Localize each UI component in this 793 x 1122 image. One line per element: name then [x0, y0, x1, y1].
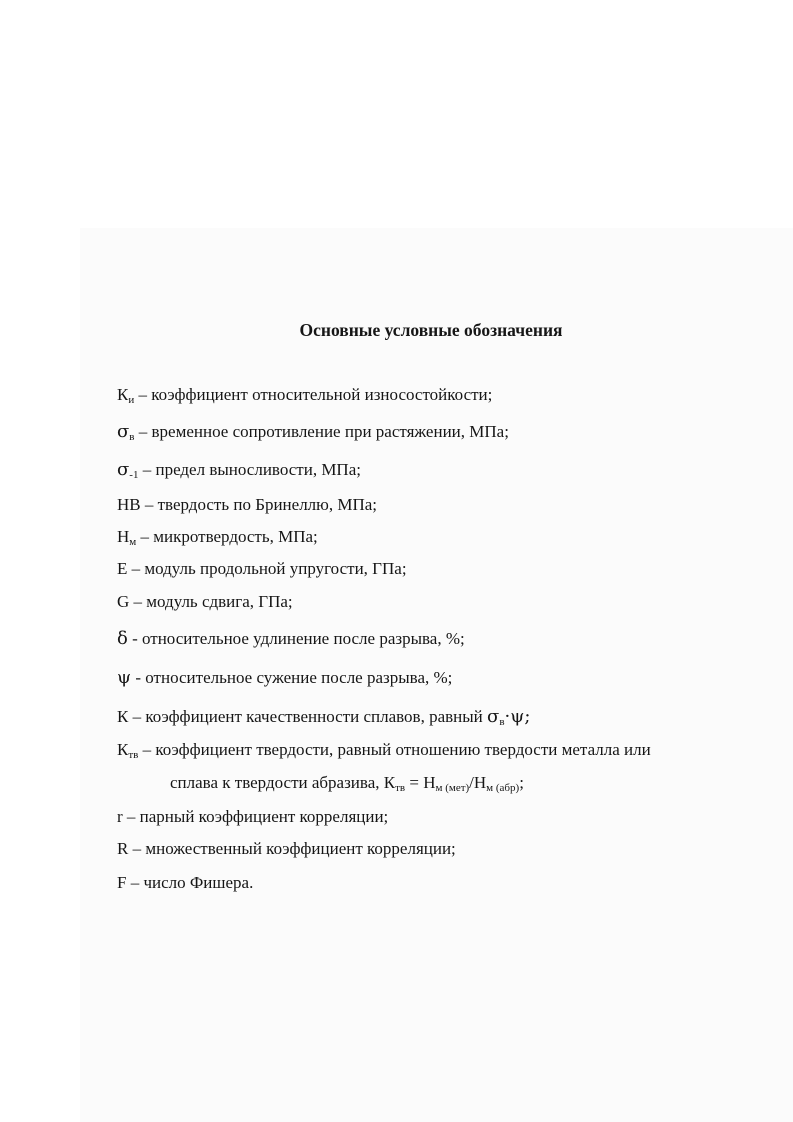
symbol: σ — [117, 459, 130, 480]
notation-ktv-continuation — [170, 772, 524, 794]
page-title: Основные условные обозначения — [299, 320, 563, 340]
definition: - относительное удлинение после разрыва, %; — [127, 629, 465, 648]
symbol: σ — [117, 421, 130, 442]
definition: F – число Фишера. — [117, 873, 254, 892]
symbol: К — [117, 740, 129, 759]
symbol: G — [117, 592, 130, 611]
definition: - относительное сужение после разрыва, %; — [131, 668, 453, 687]
definition: К – коэффициент качественности сплавов, равный — [117, 707, 488, 726]
notation-ktv — [117, 739, 651, 761]
definition: – коэффициент относительной износостойкости; — [134, 385, 493, 404]
symbol: Н — [117, 527, 130, 546]
definition: – коэффициент твердости, равный отношению твердости металла или — [138, 740, 651, 759]
symbol: К — [117, 385, 129, 404]
notation-sigma-b — [117, 421, 509, 443]
notation-g — [117, 591, 293, 613]
notation-f — [117, 872, 253, 894]
definition: сплава к твердости абразива, К — [170, 773, 396, 792]
notation-k — [117, 706, 530, 728]
subscript: м — [129, 536, 137, 548]
definition: – временное сопротивление при растяжении, МПа; — [134, 422, 509, 441]
notation-psi — [117, 667, 452, 689]
notation-hb — [117, 494, 377, 516]
notation-r — [117, 806, 388, 828]
symbol: НВ — [117, 495, 141, 514]
symbol: ψ — [117, 667, 132, 688]
definition: R – множественный коэффициент корреляции; — [117, 839, 456, 858]
notation-big-r — [117, 838, 456, 860]
notation-e — [117, 558, 407, 580]
definition: – модуль сдвига, ГПа; — [129, 592, 293, 611]
definition: r – парный коэффициент корреляции; — [117, 807, 389, 826]
subscript: в — [129, 431, 135, 443]
subscript: м (мет) — [435, 782, 470, 794]
definition: – твердость по Бринеллю, МПа; — [140, 495, 378, 514]
definition: – предел выносливости, МПа; — [138, 460, 361, 479]
notation-hm — [117, 526, 318, 548]
definition: – микротвердость, МПа; — [136, 527, 318, 546]
definition-suffix: ·ψ; — [504, 706, 531, 727]
symbol: σ — [487, 706, 500, 727]
symbol: δ — [117, 628, 128, 649]
notation-sigma-minus1 — [117, 459, 361, 481]
formula-part: ; — [519, 773, 524, 792]
subscript: и — [128, 394, 135, 406]
notation-delta — [117, 628, 465, 650]
subscript: -1 — [129, 469, 139, 481]
formula-part: /Н — [469, 773, 487, 792]
subscript: тв — [395, 782, 406, 794]
formula-part: = Н — [405, 773, 436, 792]
symbol: Е — [117, 559, 128, 578]
notation-ki — [117, 384, 492, 406]
subscript: в — [499, 716, 505, 728]
subscript: м (абр) — [486, 782, 520, 794]
subscript: тв — [128, 749, 139, 761]
definition: – модуль продольной упругости, ГПа; — [127, 559, 407, 578]
